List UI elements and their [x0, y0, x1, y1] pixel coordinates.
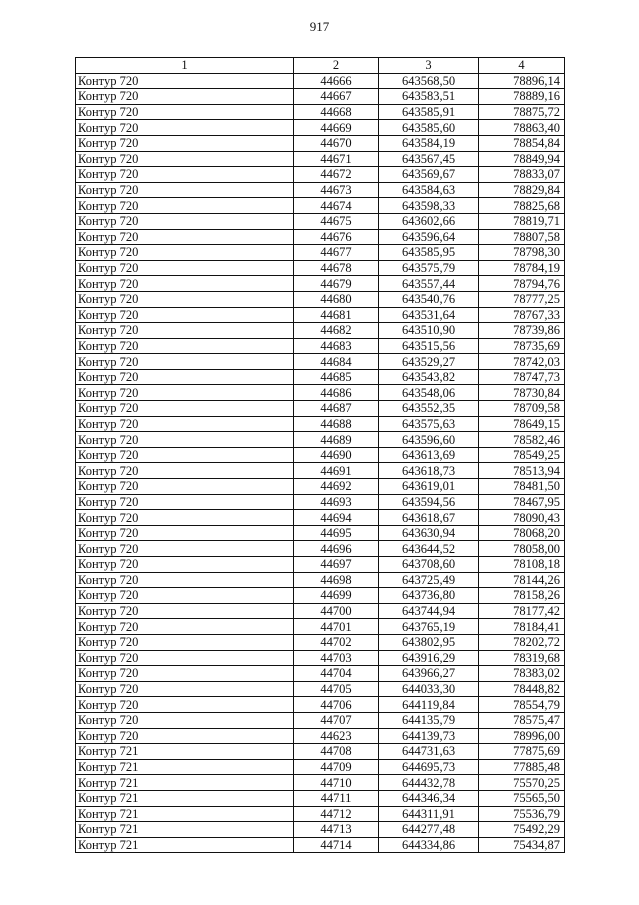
- table-row: [76, 603, 565, 619]
- x-coordinate-cell: 643744,94: [379, 603, 479, 619]
- y-coordinate-cell: 78896,14: [479, 73, 565, 89]
- point-number-cell: 44703: [294, 650, 379, 666]
- column-header-2: 2: [294, 58, 379, 74]
- y-coordinate-cell: 78730,84: [479, 385, 565, 401]
- table-row: [76, 73, 565, 89]
- point-number-cell: 44705: [294, 681, 379, 697]
- contour-cell: Контур 720: [76, 588, 294, 604]
- y-coordinate-cell: 78807,58: [479, 229, 565, 245]
- point-number-cell: 44682: [294, 323, 379, 339]
- y-coordinate-cell: 78144,26: [479, 572, 565, 588]
- point-number-cell: 44702: [294, 634, 379, 650]
- x-coordinate-cell: 643966,27: [379, 666, 479, 682]
- point-number-cell: 44712: [294, 806, 379, 822]
- y-coordinate-cell: 77875,69: [479, 744, 565, 760]
- x-coordinate-cell: 644695,73: [379, 759, 479, 775]
- contour-cell: Контур 720: [76, 572, 294, 588]
- contour-cell: Контур 720: [76, 525, 294, 541]
- x-coordinate-cell: 643585,95: [379, 245, 479, 261]
- x-coordinate-cell: 643529,27: [379, 354, 479, 370]
- table-row: [76, 822, 565, 838]
- x-coordinate-cell: 643602,66: [379, 213, 479, 229]
- table-row: [76, 401, 565, 417]
- table-row: [76, 307, 565, 323]
- y-coordinate-cell: 78108,18: [479, 557, 565, 573]
- x-coordinate-cell: 643552,35: [379, 401, 479, 417]
- table-row: [76, 338, 565, 354]
- coordinates-table: [75, 57, 565, 853]
- x-coordinate-cell: 643585,60: [379, 120, 479, 136]
- x-coordinate-cell: 643613,69: [379, 447, 479, 463]
- contour-cell: Контур 720: [76, 104, 294, 120]
- point-number-cell: 44694: [294, 510, 379, 526]
- x-coordinate-cell: 643594,56: [379, 494, 479, 510]
- contour-cell: Контур 720: [76, 712, 294, 728]
- point-number-cell: 44685: [294, 369, 379, 385]
- x-coordinate-cell: 643568,50: [379, 73, 479, 89]
- x-coordinate-cell: 644731,63: [379, 744, 479, 760]
- point-number-cell: 44671: [294, 151, 379, 167]
- table-row: [76, 541, 565, 557]
- contour-cell: Контур 720: [76, 650, 294, 666]
- y-coordinate-cell: 78554,79: [479, 697, 565, 713]
- x-coordinate-cell: 644334,86: [379, 837, 479, 853]
- y-coordinate-cell: 78383,02: [479, 666, 565, 682]
- contour-cell: Контур 720: [76, 338, 294, 354]
- point-number-cell: 44699: [294, 588, 379, 604]
- x-coordinate-cell: 643567,45: [379, 151, 479, 167]
- y-coordinate-cell: 78158,26: [479, 588, 565, 604]
- y-coordinate-cell: 78058,00: [479, 541, 565, 557]
- table-row: [76, 229, 565, 245]
- y-coordinate-cell: 78582,46: [479, 432, 565, 448]
- point-number-cell: 44704: [294, 666, 379, 682]
- y-coordinate-cell: 75536,79: [479, 806, 565, 822]
- point-number-cell: 44675: [294, 213, 379, 229]
- contour-cell: Контур 720: [76, 354, 294, 370]
- point-number-cell: 44684: [294, 354, 379, 370]
- table-row: [76, 494, 565, 510]
- table-row: [76, 276, 565, 292]
- contour-cell: Контур 721: [76, 790, 294, 806]
- table-row: [76, 572, 565, 588]
- point-number-cell: 44680: [294, 291, 379, 307]
- x-coordinate-cell: 643510,90: [379, 323, 479, 339]
- y-coordinate-cell: 78184,41: [479, 619, 565, 635]
- y-coordinate-cell: 78739,86: [479, 323, 565, 339]
- point-number-cell: 44708: [294, 744, 379, 760]
- table-row: [76, 744, 565, 760]
- y-coordinate-cell: 78467,95: [479, 494, 565, 510]
- table-row: [76, 588, 565, 604]
- contour-cell: Контур 720: [76, 245, 294, 261]
- y-coordinate-cell: 78549,25: [479, 447, 565, 463]
- point-number-cell: 44670: [294, 135, 379, 151]
- x-coordinate-cell: 643725,49: [379, 572, 479, 588]
- point-number-cell: 44709: [294, 759, 379, 775]
- table-row: [76, 837, 565, 853]
- point-number-cell: 44714: [294, 837, 379, 853]
- table-row: [76, 291, 565, 307]
- x-coordinate-cell: 644119,84: [379, 697, 479, 713]
- point-number-cell: 44698: [294, 572, 379, 588]
- y-coordinate-cell: 78747,73: [479, 369, 565, 385]
- contour-cell: Контур 720: [76, 229, 294, 245]
- contour-cell: Контур 720: [76, 416, 294, 432]
- contour-cell: Контур 720: [76, 728, 294, 744]
- y-coordinate-cell: 78767,33: [479, 307, 565, 323]
- point-number-cell: 44706: [294, 697, 379, 713]
- x-coordinate-cell: 643596,64: [379, 229, 479, 245]
- x-coordinate-cell: 644033,30: [379, 681, 479, 697]
- y-coordinate-cell: 78863,40: [479, 120, 565, 136]
- x-coordinate-cell: 643644,52: [379, 541, 479, 557]
- y-coordinate-cell: 78735,69: [479, 338, 565, 354]
- table-row: [76, 681, 565, 697]
- point-number-cell: 44669: [294, 120, 379, 136]
- y-coordinate-cell: 78177,42: [479, 603, 565, 619]
- y-coordinate-cell: 78798,30: [479, 245, 565, 261]
- y-coordinate-cell: 78854,84: [479, 135, 565, 151]
- contour-cell: Контур 720: [76, 276, 294, 292]
- table-row: [76, 89, 565, 105]
- contour-cell: Контур 721: [76, 806, 294, 822]
- point-number-cell: 44677: [294, 245, 379, 261]
- y-coordinate-cell: 78825,68: [479, 198, 565, 214]
- y-coordinate-cell: 78513,94: [479, 463, 565, 479]
- table-row: [76, 759, 565, 775]
- point-number-cell: 44688: [294, 416, 379, 432]
- y-coordinate-cell: 75570,25: [479, 775, 565, 791]
- contour-cell: Контур 720: [76, 385, 294, 401]
- contour-cell: Контур 721: [76, 837, 294, 853]
- column-header-3: 3: [379, 58, 479, 74]
- table-row: [76, 775, 565, 791]
- table-row: [76, 151, 565, 167]
- point-number-cell: 44666: [294, 73, 379, 89]
- contour-cell: Контур 720: [76, 494, 294, 510]
- point-number-cell: 44668: [294, 104, 379, 120]
- y-coordinate-cell: 78849,94: [479, 151, 565, 167]
- y-coordinate-cell: 78996,00: [479, 728, 565, 744]
- point-number-cell: 44623: [294, 728, 379, 744]
- table-row: [76, 634, 565, 650]
- y-coordinate-cell: 78202,72: [479, 634, 565, 650]
- contour-cell: Контур 720: [76, 666, 294, 682]
- table-header: [76, 58, 565, 74]
- point-number-cell: 44689: [294, 432, 379, 448]
- table-row: [76, 463, 565, 479]
- point-number-cell: 44679: [294, 276, 379, 292]
- point-number-cell: 44686: [294, 385, 379, 401]
- table-row: [76, 245, 565, 261]
- point-number-cell: 44707: [294, 712, 379, 728]
- x-coordinate-cell: 643596,60: [379, 432, 479, 448]
- point-number-cell: 44678: [294, 260, 379, 276]
- contour-cell: Контур 720: [76, 541, 294, 557]
- point-number-cell: 44687: [294, 401, 379, 417]
- x-coordinate-cell: 644311,91: [379, 806, 479, 822]
- point-number-cell: 44690: [294, 447, 379, 463]
- contour-cell: Контур 721: [76, 759, 294, 775]
- contour-cell: Контур 720: [76, 447, 294, 463]
- table-row: [76, 182, 565, 198]
- x-coordinate-cell: 644277,48: [379, 822, 479, 838]
- table-row: [76, 385, 565, 401]
- contour-cell: Контур 720: [76, 260, 294, 276]
- y-coordinate-cell: 75492,29: [479, 822, 565, 838]
- contour-cell: Контур 721: [76, 744, 294, 760]
- x-coordinate-cell: 643557,44: [379, 276, 479, 292]
- column-header-1: 1: [76, 58, 294, 74]
- table-row: [76, 712, 565, 728]
- y-coordinate-cell: 78829,84: [479, 182, 565, 198]
- point-number-cell: 44701: [294, 619, 379, 635]
- x-coordinate-cell: 643736,80: [379, 588, 479, 604]
- point-number-cell: 44697: [294, 557, 379, 573]
- point-number-cell: 44696: [294, 541, 379, 557]
- point-number-cell: 44672: [294, 167, 379, 183]
- contour-cell: Контур 720: [76, 182, 294, 198]
- contour-cell: Контур 720: [76, 73, 294, 89]
- table-row: [76, 369, 565, 385]
- x-coordinate-cell: 644432,78: [379, 775, 479, 791]
- point-number-cell: 44710: [294, 775, 379, 791]
- y-coordinate-cell: 78889,16: [479, 89, 565, 105]
- contour-cell: Контур 720: [76, 167, 294, 183]
- point-number-cell: 44667: [294, 89, 379, 105]
- contour-cell: Контур 720: [76, 463, 294, 479]
- point-number-cell: 44691: [294, 463, 379, 479]
- point-number-cell: 44692: [294, 479, 379, 495]
- contour-cell: Контур 720: [76, 634, 294, 650]
- table-row: [76, 260, 565, 276]
- y-coordinate-cell: 78784,19: [479, 260, 565, 276]
- x-coordinate-cell: 644346,34: [379, 790, 479, 806]
- table-row: [76, 354, 565, 370]
- table-row: [76, 323, 565, 339]
- point-number-cell: 44700: [294, 603, 379, 619]
- table-row: [76, 167, 565, 183]
- point-number-cell: 44693: [294, 494, 379, 510]
- y-coordinate-cell: 78794,76: [479, 276, 565, 292]
- contour-cell: Контур 720: [76, 619, 294, 635]
- contour-cell: Контур 720: [76, 323, 294, 339]
- point-number-cell: 44674: [294, 198, 379, 214]
- x-coordinate-cell: 643618,73: [379, 463, 479, 479]
- y-coordinate-cell: 78090,43: [479, 510, 565, 526]
- x-coordinate-cell: 643575,63: [379, 416, 479, 432]
- point-number-cell: 44681: [294, 307, 379, 323]
- contour-cell: Контур 720: [76, 510, 294, 526]
- y-coordinate-cell: 75565,50: [479, 790, 565, 806]
- contour-cell: Контур 720: [76, 213, 294, 229]
- y-coordinate-cell: 78833,07: [479, 167, 565, 183]
- contour-cell: Контур 720: [76, 557, 294, 573]
- x-coordinate-cell: 643531,64: [379, 307, 479, 323]
- y-coordinate-cell: 78319,68: [479, 650, 565, 666]
- y-coordinate-cell: 78875,72: [479, 104, 565, 120]
- x-coordinate-cell: 643618,67: [379, 510, 479, 526]
- table-row: [76, 479, 565, 495]
- contour-cell: Контур 720: [76, 432, 294, 448]
- column-header-4: 4: [479, 58, 565, 74]
- point-number-cell: 44673: [294, 182, 379, 198]
- y-coordinate-cell: 78481,50: [479, 479, 565, 495]
- x-coordinate-cell: 643584,19: [379, 135, 479, 151]
- x-coordinate-cell: 644139,73: [379, 728, 479, 744]
- contour-cell: Контур 720: [76, 697, 294, 713]
- contour-cell: Контур 720: [76, 89, 294, 105]
- x-coordinate-cell: 643548,06: [379, 385, 479, 401]
- table-row: [76, 697, 565, 713]
- contour-cell: Контур 720: [76, 369, 294, 385]
- point-number-cell: 44713: [294, 822, 379, 838]
- table-row: [76, 447, 565, 463]
- y-coordinate-cell: 78709,58: [479, 401, 565, 417]
- table-row: [76, 619, 565, 635]
- x-coordinate-cell: 643575,79: [379, 260, 479, 276]
- table-row: [76, 104, 565, 120]
- table-row: [76, 666, 565, 682]
- x-coordinate-cell: 643630,94: [379, 525, 479, 541]
- contour-cell: Контур 720: [76, 401, 294, 417]
- contour-cell: Контур 720: [76, 681, 294, 697]
- y-coordinate-cell: 78777,25: [479, 291, 565, 307]
- contour-cell: Контур 720: [76, 307, 294, 323]
- contour-cell: Контур 720: [76, 198, 294, 214]
- x-coordinate-cell: 643585,91: [379, 104, 479, 120]
- point-number-cell: 44695: [294, 525, 379, 541]
- x-coordinate-cell: 643515,56: [379, 338, 479, 354]
- header-row: [76, 58, 565, 74]
- table-row: [76, 650, 565, 666]
- contour-cell: Контур 721: [76, 822, 294, 838]
- x-coordinate-cell: 643708,60: [379, 557, 479, 573]
- table-row: [76, 806, 565, 822]
- table-body: [76, 73, 565, 853]
- contour-cell: Контур 720: [76, 291, 294, 307]
- point-number-cell: 44676: [294, 229, 379, 245]
- table-row: [76, 213, 565, 229]
- point-number-cell: 44711: [294, 790, 379, 806]
- x-coordinate-cell: 643569,67: [379, 167, 479, 183]
- y-coordinate-cell: 78448,82: [479, 681, 565, 697]
- table-row: [76, 198, 565, 214]
- y-coordinate-cell: 75434,87: [479, 837, 565, 853]
- table-row: [76, 135, 565, 151]
- x-coordinate-cell: 643540,76: [379, 291, 479, 307]
- contour-cell: Контур 721: [76, 775, 294, 791]
- page-number: 917: [309, 19, 330, 34]
- x-coordinate-cell: 643765,19: [379, 619, 479, 635]
- table-row: [76, 728, 565, 744]
- table-row: [76, 790, 565, 806]
- table-row: [76, 120, 565, 136]
- table-row: [76, 557, 565, 573]
- contour-cell: Контур 720: [76, 151, 294, 167]
- y-coordinate-cell: 78068,20: [479, 525, 565, 541]
- table-row: [76, 416, 565, 432]
- x-coordinate-cell: 644135,79: [379, 712, 479, 728]
- table-row: [76, 432, 565, 448]
- x-coordinate-cell: 643543,82: [379, 369, 479, 385]
- contour-cell: Контур 720: [76, 135, 294, 151]
- contour-cell: Контур 720: [76, 120, 294, 136]
- x-coordinate-cell: 643583,51: [379, 89, 479, 105]
- x-coordinate-cell: 643916,29: [379, 650, 479, 666]
- table-row: [76, 510, 565, 526]
- y-coordinate-cell: 78819,71: [479, 213, 565, 229]
- y-coordinate-cell: 77885,48: [479, 759, 565, 775]
- point-number-cell: 44683: [294, 338, 379, 354]
- x-coordinate-cell: 643802,95: [379, 634, 479, 650]
- contour-cell: Контур 720: [76, 479, 294, 495]
- x-coordinate-cell: 643584,63: [379, 182, 479, 198]
- x-coordinate-cell: 643619,01: [379, 479, 479, 495]
- y-coordinate-cell: 78575,47: [479, 712, 565, 728]
- y-coordinate-cell: 78649,15: [479, 416, 565, 432]
- table-row: [76, 525, 565, 541]
- y-coordinate-cell: 78742,03: [479, 354, 565, 370]
- contour-cell: Контур 720: [76, 603, 294, 619]
- x-coordinate-cell: 643598,33: [379, 198, 479, 214]
